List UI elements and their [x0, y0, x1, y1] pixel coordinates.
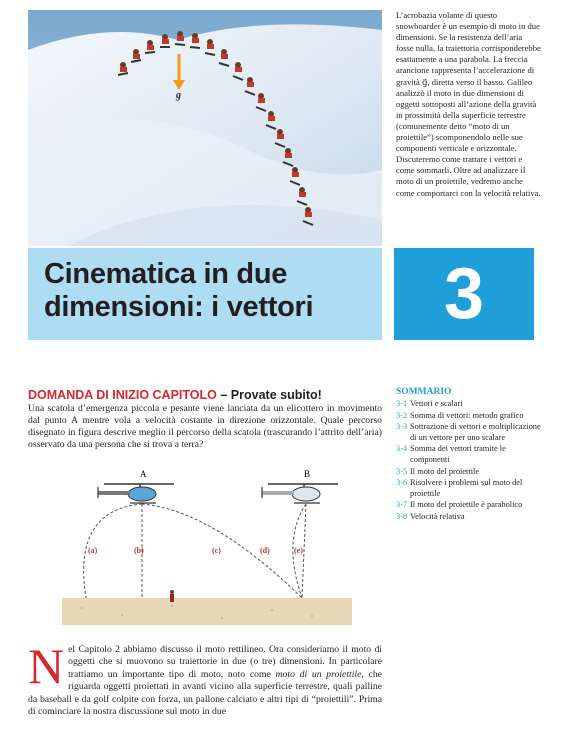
snowboarder-photo — [28, 10, 382, 246]
helicopter-diagram-svg — [62, 470, 352, 625]
sommario-item-label: Vettori e scalari — [410, 399, 463, 408]
sommario-item-label: Risolvere i problemi sul moto del proiettile — [410, 478, 523, 498]
intro-italic-term: moto di un proiettile — [275, 668, 362, 680]
path-label-a: (a) — [88, 546, 98, 555]
sommario — [396, 387, 546, 524]
sommario-item-label: Il moto del proiettile è parabolico — [410, 500, 523, 510]
ground — [62, 598, 352, 625]
observer-figure — [170, 590, 174, 602]
chapter-title-line2: dimensioni: i vettori — [44, 291, 314, 323]
helicopter-diagram — [62, 470, 352, 625]
sommario-item[interactable] — [396, 467, 546, 478]
path-label-c: (c) — [212, 546, 221, 555]
gravity-label: g⃗ — [176, 90, 189, 101]
question-heading-black: – Provate subito! — [216, 388, 322, 402]
helicopter-b — [262, 484, 338, 503]
sommario-item-label: Sottrazione di vettori e moltiplicazione di un vettore per uno scalare — [410, 422, 541, 442]
intro-text-part2: , che riguarda oggetti proiettati in avanti vicino alla superficie terrestre, quali palline da baseball e da golf colpite con forza, un pallone calciato e altri tipi di “proiettili”. Prima di cominciare la nostra discussione sul moto in due — [28, 668, 382, 718]
sommario-item[interactable] — [396, 512, 546, 523]
sommario-item-num: 3-5 — [396, 466, 408, 476]
path-label-d: (d) — [260, 546, 270, 555]
path-label-b: (b) — [134, 546, 144, 555]
intro-text-part1: el Capitolo 2 abbiamo discusso il moto rettilineo. Ora consideriamo il moto di oggetti che si muovono su traiettorie in due (o tre) dimensioni. In particolare trattiamo un importante tipo di moto, noto come — [68, 644, 382, 680]
sommario-item-num: 3-1 — [396, 399, 408, 408]
label-a: A — [140, 470, 147, 479]
sommario-item-num: 3-7 — [396, 500, 408, 510]
sommario-item[interactable] — [396, 444, 546, 465]
question-heading — [28, 388, 322, 402]
path-c — [142, 504, 302, 598]
sommario-item-num: 3-6 — [396, 478, 408, 488]
photo-caption: L’acrobazia volante di questo snowboarder è un esempio di moto in due dimensioni. Se la resistenza dell’aria fosse nulla, la traiettoria corrisponderebbe esattamente a una parabola. La freccia arancione rappresenta l’accelerazione di gravità g⃗, diretta verso il basso. Galileo analizzò il moto in due dimensioni di oggetti sottoposti all’azione della gravità in prossimità della superficie terrestre (comunemente detto “moto di un proiettile”) scomponendolo nelle sue componenti verticale e orizzontale. Discuteremo come trattare i vettori e come sommarli. Oltre ad analizzare il moto di un proiettile, vedremo anche come comportarci con la velocità relativa. — [396, 10, 541, 198]
sommario-item-num: 3-4 — [396, 444, 408, 454]
chapter-number: 3 — [443, 254, 485, 334]
snowboarder-photo-svg — [28, 10, 382, 246]
sommario-item-label: Somma di vettori: metodo grafico — [410, 410, 524, 420]
chapter-title-line1: Cinematica in due — [44, 258, 288, 290]
sommario-item[interactable] — [396, 478, 546, 499]
sommario-item-num: 3-8 — [396, 511, 408, 521]
sommario-item-label: Somma dei vettori tramite le componenti — [410, 444, 506, 464]
chapter-title — [44, 258, 374, 324]
sommario-item-num: 3-3 — [396, 422, 408, 432]
sommario-title: SOMMARIO — [396, 387, 452, 397]
sommario-item[interactable] — [396, 411, 546, 422]
sommario-item[interactable] — [396, 500, 546, 511]
sommario-item[interactable] — [396, 399, 546, 410]
helicopter-a — [98, 484, 174, 503]
question-text: Una scatola d’emergenza piccola e pesante viene lanciata da un elicottero in movimento dal punto A mentre vola a velocità costante in direzione orizzontale. Quale percorso disegnato in figura descrive meglio il percorso della scatola (trascurando l’attrito dell’aria) osservato da una persona che si trova a terra? — [28, 403, 382, 450]
sommario-item-label: Velocità relativa — [410, 511, 465, 521]
sommario-item-label: Il moto del proiettile — [410, 466, 480, 476]
question-heading-red: DOMANDA DI INIZIO CAPITOLO — [28, 388, 217, 402]
label-b: B — [304, 470, 311, 479]
path-label-e: (e) — [294, 546, 303, 555]
sommario-item[interactable] — [396, 422, 546, 443]
intro-paragraph — [28, 638, 382, 718]
sommario-item-num: 3-2 — [396, 410, 408, 420]
drop-cap: N — [28, 638, 65, 694]
